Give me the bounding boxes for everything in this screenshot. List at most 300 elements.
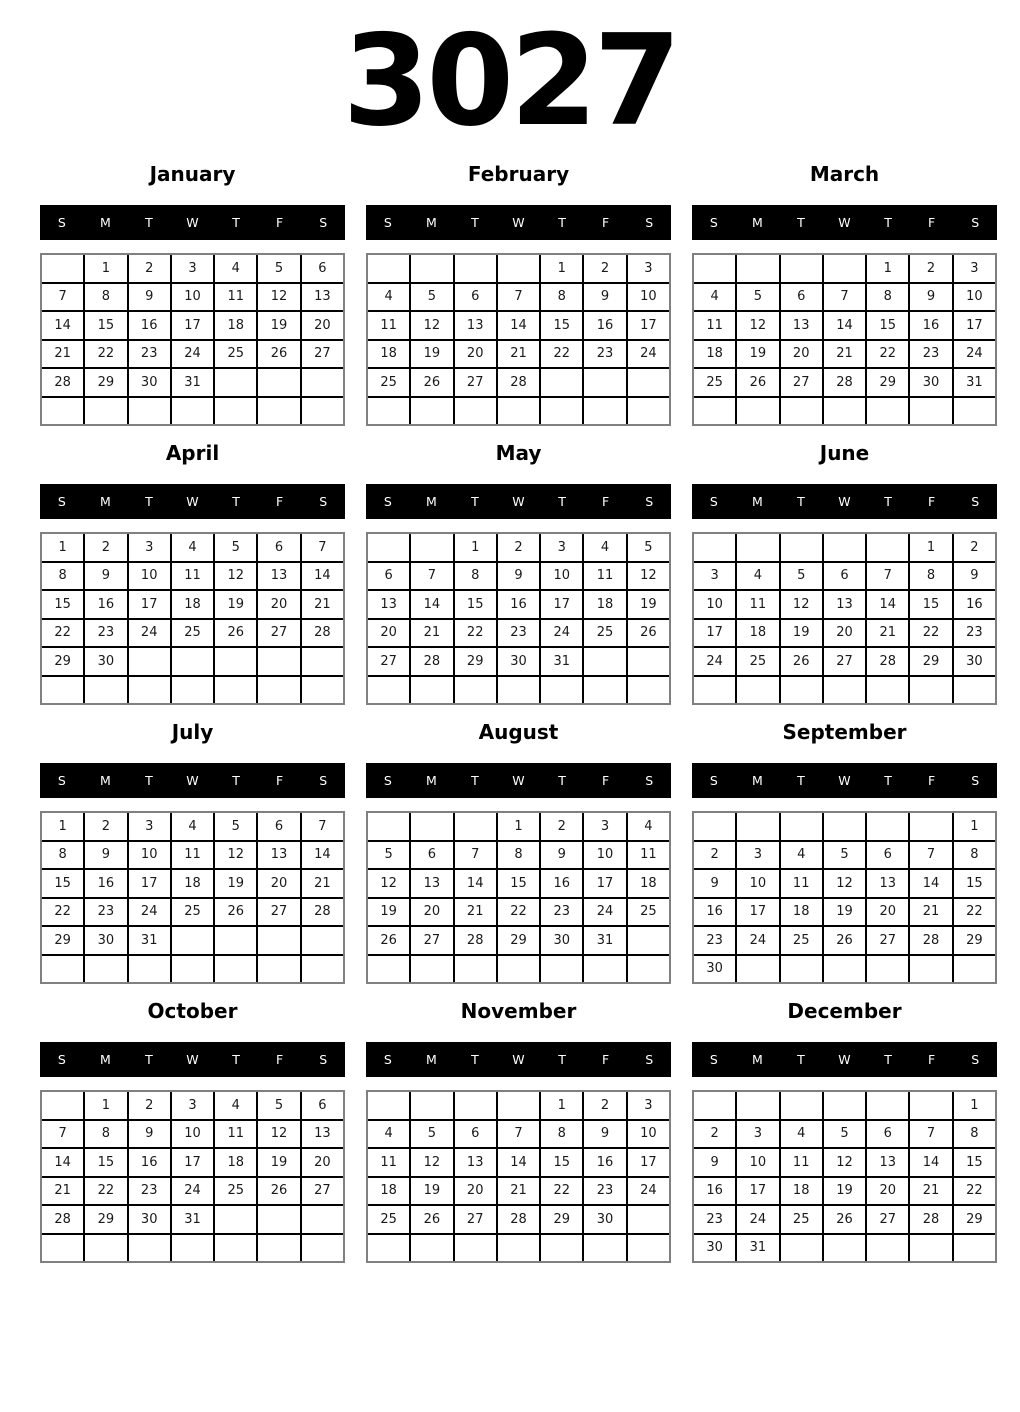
day-cell: 22 [541, 341, 582, 368]
day-cell: 19 [824, 1178, 865, 1205]
day-cell: 30 [584, 1206, 625, 1233]
empty-day-cell [737, 677, 778, 704]
day-cell: 18 [781, 1178, 822, 1205]
day-cell: 25 [368, 1206, 409, 1233]
day-cell: 3 [172, 1092, 213, 1119]
day-cell: 16 [85, 591, 126, 618]
day-cell: 30 [129, 1206, 170, 1233]
empty-day-cell [910, 398, 951, 425]
day-cell: 13 [824, 591, 865, 618]
day-cell: 15 [455, 591, 496, 618]
empty-day-cell [215, 398, 256, 425]
empty-day-cell [302, 648, 343, 675]
day-cell: 31 [584, 927, 625, 954]
weekday-label: T [471, 215, 479, 230]
empty-day-cell [215, 677, 256, 704]
empty-day-cell [411, 1092, 452, 1119]
day-cell: 29 [910, 648, 951, 675]
day-cell: 19 [411, 1178, 452, 1205]
day-grid [40, 1090, 345, 1263]
empty-day-cell [781, 255, 822, 282]
day-cell: 19 [258, 312, 299, 339]
empty-day-cell [215, 1206, 256, 1233]
empty-day-cell [215, 648, 256, 675]
day-cell: 19 [737, 341, 778, 368]
day-cell: 24 [737, 927, 778, 954]
month-title: October [147, 999, 238, 1023]
weekday-header-row [40, 763, 345, 798]
day-cell: 8 [498, 842, 539, 869]
weekday-label: S [383, 494, 392, 509]
empty-day-cell [867, 956, 908, 983]
day-cell: 7 [455, 842, 496, 869]
day-cell: 31 [172, 369, 213, 396]
day-cell: 12 [737, 312, 778, 339]
empty-day-cell [302, 1206, 343, 1233]
empty-day-cell [781, 1235, 822, 1262]
day-cell: 23 [584, 341, 625, 368]
weekday-label: W [186, 215, 199, 230]
day-cell: 14 [498, 1149, 539, 1176]
day-cell: 21 [867, 620, 908, 647]
empty-day-cell [867, 1092, 908, 1119]
day-cell: 26 [824, 927, 865, 954]
day-cell: 16 [694, 1178, 735, 1205]
day-cell: 30 [910, 369, 951, 396]
day-cell: 9 [584, 284, 625, 311]
day-cell: 15 [541, 1149, 582, 1176]
day-grid [692, 253, 997, 426]
empty-day-cell [737, 813, 778, 840]
empty-day-cell [258, 956, 299, 983]
day-grid [692, 532, 997, 705]
empty-day-cell [258, 398, 299, 425]
weekday-label: T [558, 215, 566, 230]
day-grid [366, 811, 671, 984]
empty-day-cell [628, 369, 669, 396]
day-cell: 8 [85, 1121, 126, 1148]
day-cell: 18 [368, 1178, 409, 1205]
empty-day-cell [867, 677, 908, 704]
day-cell: 12 [368, 870, 409, 897]
month-block-january [40, 158, 345, 426]
day-cell: 27 [368, 648, 409, 675]
day-cell: 17 [172, 1149, 213, 1176]
day-cell: 10 [172, 284, 213, 311]
day-cell: 27 [867, 927, 908, 954]
weekday-label: S [57, 1052, 66, 1067]
day-cell: 8 [85, 284, 126, 311]
empty-day-cell [129, 956, 170, 983]
day-cell: 26 [628, 620, 669, 647]
day-cell: 2 [541, 813, 582, 840]
day-cell: 1 [498, 813, 539, 840]
weekday-label: T [232, 1052, 240, 1067]
day-cell: 5 [824, 842, 865, 869]
day-cell: 3 [737, 842, 778, 869]
day-cell: 11 [368, 312, 409, 339]
empty-day-cell [411, 1235, 452, 1262]
day-cell: 21 [302, 591, 343, 618]
weekday-label: S [645, 494, 654, 509]
day-cell: 14 [867, 591, 908, 618]
day-cell: 31 [129, 927, 170, 954]
empty-day-cell [42, 1235, 83, 1262]
day-cell: 27 [824, 648, 865, 675]
weekday-label: T [145, 773, 153, 788]
day-cell: 17 [584, 870, 625, 897]
day-cell: 17 [129, 870, 170, 897]
month-block-september [692, 716, 997, 984]
month-title: April [165, 441, 220, 465]
day-cell: 22 [910, 620, 951, 647]
day-cell: 11 [215, 1121, 256, 1148]
day-cell: 4 [172, 813, 213, 840]
day-cell: 4 [172, 534, 213, 561]
day-cell: 20 [455, 1178, 496, 1205]
weekday-label: W [512, 215, 525, 230]
day-cell: 26 [824, 1206, 865, 1233]
day-cell: 7 [302, 813, 343, 840]
empty-day-cell [498, 255, 539, 282]
empty-day-cell [910, 1235, 951, 1262]
day-cell: 1 [42, 534, 83, 561]
day-cell: 9 [498, 563, 539, 590]
empty-day-cell [455, 1092, 496, 1119]
day-cell: 28 [910, 1206, 951, 1233]
day-cell: 21 [824, 341, 865, 368]
day-cell: 30 [541, 927, 582, 954]
day-cell: 27 [455, 1206, 496, 1233]
day-cell: 16 [910, 312, 951, 339]
day-cell: 11 [737, 591, 778, 618]
day-cell: 4 [694, 284, 735, 311]
day-cell: 12 [781, 591, 822, 618]
day-cell: 28 [867, 648, 908, 675]
day-cell: 9 [694, 870, 735, 897]
day-cell: 28 [824, 369, 865, 396]
day-cell: 4 [368, 1121, 409, 1148]
empty-day-cell [129, 648, 170, 675]
empty-day-cell [694, 534, 735, 561]
empty-day-cell [215, 927, 256, 954]
empty-day-cell [258, 1206, 299, 1233]
day-cell: 21 [498, 1178, 539, 1205]
day-cell: 16 [584, 1149, 625, 1176]
day-cell: 21 [455, 899, 496, 926]
day-cell: 21 [910, 1178, 951, 1205]
day-cell: 20 [867, 1178, 908, 1205]
empty-day-cell [694, 677, 735, 704]
weekday-label: T [145, 215, 153, 230]
day-cell: 22 [42, 620, 83, 647]
day-cell: 23 [694, 1206, 735, 1233]
day-cell: 13 [302, 1121, 343, 1148]
day-cell: 31 [541, 648, 582, 675]
empty-day-cell [215, 1235, 256, 1262]
day-cell: 4 [628, 813, 669, 840]
weekday-label: W [186, 494, 199, 509]
day-cell: 30 [694, 1235, 735, 1262]
day-cell: 31 [737, 1235, 778, 1262]
day-cell: 14 [910, 1149, 951, 1176]
empty-day-cell [781, 677, 822, 704]
weekday-label: T [232, 773, 240, 788]
day-cell: 22 [85, 341, 126, 368]
day-cell: 14 [824, 312, 865, 339]
empty-day-cell [302, 369, 343, 396]
day-cell: 23 [85, 899, 126, 926]
day-cell: 12 [258, 284, 299, 311]
weekday-label: W [512, 773, 525, 788]
weekday-label: W [838, 494, 851, 509]
day-cell: 20 [824, 620, 865, 647]
day-grid [692, 1090, 997, 1263]
weekday-label: M [425, 773, 437, 788]
day-cell: 25 [584, 620, 625, 647]
day-cell: 18 [172, 591, 213, 618]
day-cell: 11 [781, 1149, 822, 1176]
day-cell: 11 [172, 563, 213, 590]
weekday-label: T [797, 773, 805, 788]
weekday-label: F [928, 773, 936, 788]
day-cell: 6 [867, 1121, 908, 1148]
day-cell: 24 [584, 899, 625, 926]
weekday-label: W [838, 773, 851, 788]
empty-day-cell [85, 398, 126, 425]
day-cell: 11 [584, 563, 625, 590]
weekday-header-row [366, 763, 671, 798]
day-cell: 11 [172, 842, 213, 869]
day-cell: 18 [368, 341, 409, 368]
weekday-label: S [383, 215, 392, 230]
day-cell: 29 [541, 1206, 582, 1233]
weekday-label: F [276, 773, 284, 788]
empty-day-cell [129, 677, 170, 704]
weekday-label: W [512, 494, 525, 509]
day-cell: 20 [258, 870, 299, 897]
day-cell: 30 [954, 648, 995, 675]
weekday-label: S [319, 215, 328, 230]
empty-day-cell [628, 956, 669, 983]
empty-day-cell [368, 813, 409, 840]
day-cell: 17 [129, 591, 170, 618]
day-cell: 29 [85, 1206, 126, 1233]
day-cell: 6 [455, 284, 496, 311]
day-cell: 2 [694, 1121, 735, 1148]
day-cell: 29 [455, 648, 496, 675]
empty-day-cell [302, 1235, 343, 1262]
day-cell: 3 [694, 563, 735, 590]
weekday-label: T [471, 773, 479, 788]
empty-day-cell [498, 677, 539, 704]
day-cell: 31 [954, 369, 995, 396]
empty-day-cell [368, 1092, 409, 1119]
day-cell: 27 [258, 899, 299, 926]
weekday-header-row [366, 1042, 671, 1077]
day-cell: 25 [628, 899, 669, 926]
day-cell: 6 [411, 842, 452, 869]
day-cell: 13 [781, 312, 822, 339]
empty-day-cell [824, 398, 865, 425]
day-cell: 2 [498, 534, 539, 561]
day-cell: 7 [824, 284, 865, 311]
day-cell: 26 [411, 1206, 452, 1233]
day-cell: 4 [781, 1121, 822, 1148]
day-cell: 23 [498, 620, 539, 647]
day-cell: 18 [694, 341, 735, 368]
day-cell: 26 [215, 899, 256, 926]
day-cell: 18 [737, 620, 778, 647]
day-cell: 5 [215, 534, 256, 561]
day-cell: 13 [411, 870, 452, 897]
day-cell: 5 [824, 1121, 865, 1148]
month-title: August [478, 720, 559, 744]
weekday-label: T [884, 215, 892, 230]
day-cell: 15 [954, 1149, 995, 1176]
day-cell: 20 [781, 341, 822, 368]
day-cell: 6 [867, 842, 908, 869]
weekday-label: F [602, 494, 610, 509]
day-cell: 14 [411, 591, 452, 618]
day-cell: 5 [628, 534, 669, 561]
weekday-label: F [276, 215, 284, 230]
day-cell: 4 [781, 842, 822, 869]
day-cell: 18 [781, 899, 822, 926]
day-cell: 22 [954, 899, 995, 926]
day-cell: 13 [368, 591, 409, 618]
day-cell: 15 [42, 870, 83, 897]
empty-day-cell [910, 1092, 951, 1119]
empty-day-cell [781, 956, 822, 983]
day-cell: 7 [302, 534, 343, 561]
day-cell: 3 [129, 813, 170, 840]
day-cell: 7 [42, 1121, 83, 1148]
day-cell: 6 [258, 534, 299, 561]
day-cell: 11 [215, 284, 256, 311]
day-cell: 1 [541, 1092, 582, 1119]
day-cell: 1 [85, 255, 126, 282]
weekday-header-row [366, 484, 671, 519]
day-cell: 1 [541, 255, 582, 282]
empty-day-cell [455, 255, 496, 282]
weekday-label: T [797, 1052, 805, 1067]
day-cell: 23 [954, 620, 995, 647]
weekday-label: S [383, 773, 392, 788]
day-cell: 11 [628, 842, 669, 869]
empty-day-cell [42, 956, 83, 983]
day-cell: 14 [455, 870, 496, 897]
day-cell: 25 [737, 648, 778, 675]
day-cell: 22 [541, 1178, 582, 1205]
day-cell: 28 [455, 927, 496, 954]
day-cell: 3 [628, 1092, 669, 1119]
day-cell: 1 [910, 534, 951, 561]
empty-day-cell [172, 677, 213, 704]
empty-day-cell [954, 398, 995, 425]
weekday-label: M [751, 773, 763, 788]
day-cell: 25 [215, 341, 256, 368]
day-cell: 12 [411, 1149, 452, 1176]
weekday-label: T [558, 494, 566, 509]
day-cell: 3 [584, 813, 625, 840]
day-cell: 2 [129, 255, 170, 282]
day-cell: 8 [954, 842, 995, 869]
weekday-label: T [471, 494, 479, 509]
day-cell: 8 [455, 563, 496, 590]
month-block-august [366, 716, 671, 984]
empty-day-cell [215, 369, 256, 396]
day-cell: 29 [498, 927, 539, 954]
day-cell: 5 [258, 255, 299, 282]
day-cell: 13 [455, 312, 496, 339]
weekday-label: W [512, 1052, 525, 1067]
empty-day-cell [368, 398, 409, 425]
empty-day-cell [455, 813, 496, 840]
empty-day-cell [781, 534, 822, 561]
day-cell: 9 [541, 842, 582, 869]
day-cell: 7 [867, 563, 908, 590]
weekday-label: S [319, 773, 328, 788]
day-cell: 19 [215, 870, 256, 897]
day-cell: 22 [498, 899, 539, 926]
weekday-label: S [709, 1052, 718, 1067]
day-cell: 20 [867, 899, 908, 926]
month-title: November [460, 999, 577, 1023]
empty-day-cell [42, 1092, 83, 1119]
weekday-label: F [602, 1052, 610, 1067]
day-cell: 21 [910, 899, 951, 926]
day-cell: 15 [541, 312, 582, 339]
day-cell: 27 [867, 1206, 908, 1233]
day-cell: 25 [172, 899, 213, 926]
day-cell: 31 [172, 1206, 213, 1233]
day-cell: 5 [368, 842, 409, 869]
weekday-label: S [319, 494, 328, 509]
day-cell: 19 [781, 620, 822, 647]
weekday-label: T [145, 494, 153, 509]
day-cell: 17 [628, 312, 669, 339]
day-cell: 8 [867, 284, 908, 311]
empty-day-cell [368, 677, 409, 704]
empty-day-cell [411, 677, 452, 704]
empty-day-cell [541, 677, 582, 704]
day-cell: 16 [498, 591, 539, 618]
month-title: June [819, 441, 870, 465]
empty-day-cell [824, 1235, 865, 1262]
month-block-december [692, 995, 997, 1263]
day-cell: 29 [42, 648, 83, 675]
day-cell: 14 [302, 563, 343, 590]
day-cell: 28 [302, 899, 343, 926]
empty-day-cell [411, 956, 452, 983]
empty-day-cell [824, 813, 865, 840]
day-cell: 26 [368, 927, 409, 954]
day-cell: 16 [954, 591, 995, 618]
month-block-february [366, 158, 671, 426]
day-cell: 14 [910, 870, 951, 897]
day-cell: 11 [368, 1149, 409, 1176]
empty-day-cell [172, 398, 213, 425]
empty-day-cell [258, 369, 299, 396]
month-block-may [366, 437, 671, 705]
day-cell: 10 [584, 842, 625, 869]
empty-day-cell [867, 1235, 908, 1262]
day-cell: 6 [258, 813, 299, 840]
day-cell: 29 [867, 369, 908, 396]
month-title: January [149, 162, 236, 186]
day-cell: 19 [258, 1149, 299, 1176]
